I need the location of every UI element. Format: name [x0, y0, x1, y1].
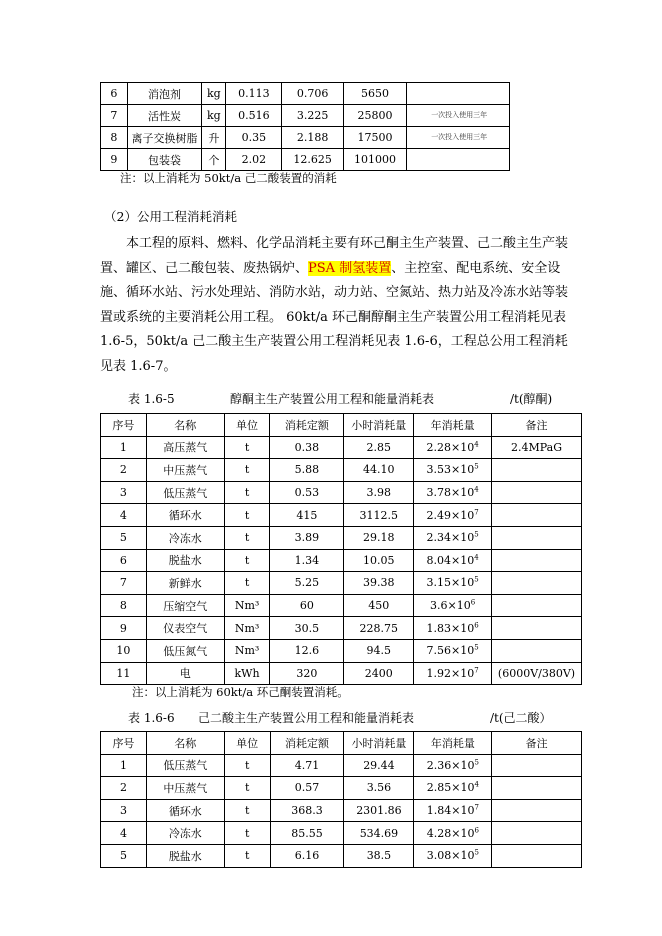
cell-name: 消泡剂 [127, 83, 201, 105]
cell-hourly: 534.69 [344, 822, 414, 845]
para-text-before: 本工程的原料、燃料、化学品消耗主要有环己酮主生产装置、己二酸主生产装置、罐区、己二酸包装、废热锅炉、 [100, 236, 569, 276]
cell-no: 3 [101, 481, 147, 504]
table-row [101, 481, 582, 504]
adipic-acid-utility-table [100, 731, 582, 868]
cell-no: 7 [101, 105, 128, 127]
cell-no: 3 [101, 799, 147, 822]
cell-hourly: 10.05 [344, 549, 414, 572]
cell-remark [492, 572, 582, 595]
cell-name: 活性炭 [127, 105, 201, 127]
cell-hourly: 29.44 [344, 754, 414, 777]
cell-no: 2 [101, 777, 147, 800]
cell-annual [414, 662, 492, 685]
cell-unit: t [224, 754, 270, 777]
cell-no: 8 [101, 594, 147, 617]
column-header: 年消耗量 [414, 414, 492, 437]
cell-rate: 12.6 [270, 639, 344, 662]
table-row [101, 594, 582, 617]
cell-hourly: 3.98 [344, 481, 414, 504]
table6-caption-no: 表 1.6-6 [128, 711, 175, 725]
annual-value: 1.83×10 [426, 621, 475, 635]
annual-value: 4.28×10 [426, 826, 475, 840]
annual-value: 1.92×10 [426, 666, 475, 680]
chemicals-consumption-table [100, 82, 510, 171]
cell-name: 电 [146, 662, 224, 685]
cell-annual: 5650 [343, 83, 406, 105]
cell-annual: 25800 [343, 105, 406, 127]
cell-name: 低压蒸气 [146, 481, 224, 504]
cell-unit: t [224, 572, 270, 595]
cell-unit: 个 [202, 149, 226, 171]
table-row [101, 822, 582, 845]
annual-value: 2.49×10 [426, 508, 475, 522]
cell-annual [414, 844, 492, 867]
cell-unit: t [224, 436, 270, 459]
cell-unit: t [224, 526, 270, 549]
cell-no: 4 [101, 504, 147, 527]
column-header: 备注 [492, 732, 582, 755]
cell-rate: 3.89 [270, 526, 344, 549]
table-row [101, 777, 582, 800]
annual-value: 7.56×10 [426, 644, 475, 658]
cell-rate: 0.38 [270, 436, 344, 459]
cell-hourly: 29.18 [344, 526, 414, 549]
cell-hourly: 450 [344, 594, 414, 617]
column-header: 序号 [101, 414, 147, 437]
annual-exponent: 6 [470, 598, 476, 607]
annual-value: 3.08×10 [426, 849, 475, 863]
cell-remark [492, 754, 582, 777]
cell-hourly: 2301.86 [344, 799, 414, 822]
cell-unit: t [224, 459, 270, 482]
cell-unit: Nm³ [224, 639, 270, 662]
cell-hourly: 44.10 [344, 459, 414, 482]
cell-annual [414, 526, 492, 549]
cell-remark: 一次投入使用三年 [407, 105, 510, 127]
column-header: 单位 [224, 732, 270, 755]
table-row [101, 754, 582, 777]
column-header: 单位 [224, 414, 270, 437]
cell-name: 高压蒸气 [146, 436, 224, 459]
cell-no: 1 [101, 754, 147, 777]
section-paragraph [100, 232, 570, 380]
cell-annual: 17500 [343, 127, 406, 149]
table-row [101, 149, 510, 171]
cell-rate: 5.25 [270, 572, 344, 595]
cell-remark: 2.4MPaG [492, 436, 582, 459]
annual-exponent: 7 [474, 666, 479, 675]
cell-unit: t [224, 822, 270, 845]
cell-rate: 5.88 [270, 459, 344, 482]
cell-annual [414, 549, 492, 572]
cell-no: 9 [101, 149, 128, 171]
cell-remark [492, 617, 582, 640]
annual-exponent: 4 [474, 440, 479, 449]
cell-rate: 4.71 [270, 754, 344, 777]
cell-unit: t [224, 481, 270, 504]
cell-remark [492, 526, 582, 549]
column-header: 小时消耗量 [344, 732, 414, 755]
cell-name: 压缩空气 [146, 594, 224, 617]
table-row [101, 526, 582, 549]
cell-hourly: 3.225 [282, 105, 344, 127]
table-row [101, 662, 582, 685]
cell-annual [414, 799, 492, 822]
cell-name: 仪表空气 [146, 617, 224, 640]
cell-remark [492, 822, 582, 845]
annual-exponent: 5 [474, 575, 479, 584]
annual-value: 2.36×10 [426, 758, 475, 772]
cell-remark: (6000V/380V) [492, 662, 582, 685]
cell-unit: 升 [202, 127, 226, 149]
table-row [101, 572, 582, 595]
cell-hourly: 94.5 [344, 639, 414, 662]
column-header: 名称 [146, 414, 224, 437]
column-header: 年消耗量 [414, 732, 492, 755]
annual-exponent: 5 [474, 643, 479, 652]
cell-rate: 0.53 [270, 481, 344, 504]
cell-remark [492, 844, 582, 867]
cell-name: 中压蒸气 [146, 459, 224, 482]
cell-no: 5 [101, 844, 147, 867]
annual-exponent: 5 [474, 758, 479, 767]
para-text-after: 、主控室、配电系统、安全设施、循环水站、污水处理站、消防水站，动力站、空氮站、热力站及冷冻水站等装置或系统的主要消耗公用工程。 60kt/a 环己酮醇酮主生产装置公用工程消耗见表 1.6-5，50kt/a 己二酸主生产装置公用工程消耗见表 1.6-6，工程总公用工程消耗见表 1.6-7。 [100, 260, 569, 374]
cell-remark [492, 639, 582, 662]
cell-annual [414, 777, 492, 800]
table-row [101, 639, 582, 662]
cell-remark [492, 799, 582, 822]
cell-rate: 0.35 [226, 127, 282, 149]
cell-no: 1 [101, 436, 147, 459]
table5-caption-unit: /t(醇酮) [510, 392, 553, 406]
column-header: 备注 [492, 414, 582, 437]
cell-hourly: 3112.5 [344, 504, 414, 527]
cell-no: 6 [101, 83, 128, 105]
cell-unit: kg [202, 105, 226, 127]
cell-unit: t [224, 777, 270, 800]
cell-rate: 0.113 [226, 83, 282, 105]
cell-remark [492, 777, 582, 800]
cell-remark: 一次投入使用三年 [407, 127, 510, 149]
cell-rate: 368.3 [270, 799, 344, 822]
annual-exponent: 5 [474, 462, 479, 471]
table-row [101, 549, 582, 572]
cell-remark [492, 549, 582, 572]
table5-caption-title: 醇酮主生产装置公用工程和能量消耗表 [230, 392, 435, 406]
annual-value: 3.78×10 [426, 486, 475, 500]
top-table-note: 注：以上消耗为 50kt/a 己二酸装置的消耗 [120, 171, 337, 185]
section-heading: （2）公用工程消耗消耗 [104, 209, 237, 224]
cell-no: 4 [101, 822, 147, 845]
cell-no: 5 [101, 526, 147, 549]
cell-annual [414, 822, 492, 845]
cell-hourly: 2400 [344, 662, 414, 685]
cell-no: 11 [101, 662, 147, 685]
annual-value: 2.34×10 [426, 531, 475, 545]
column-header: 小时消耗量 [344, 414, 414, 437]
highlighted-psa: PSA 制氢装置 [308, 260, 392, 276]
cell-name: 离子交换树脂 [127, 127, 201, 149]
cell-no: 6 [101, 549, 147, 572]
cell-rate: 30.5 [270, 617, 344, 640]
cell-rate: 0.57 [270, 777, 344, 800]
cell-unit: t [224, 504, 270, 527]
column-header: 消耗定额 [270, 414, 344, 437]
cell-name: 循环水 [146, 799, 224, 822]
cell-annual [414, 572, 492, 595]
cell-name: 新鲜水 [146, 572, 224, 595]
table-row [101, 844, 582, 867]
cell-rate: 1.34 [270, 549, 344, 572]
table-row [101, 436, 582, 459]
cell-name: 脱盐水 [146, 844, 224, 867]
annual-exponent: 4 [474, 553, 479, 562]
table-row [101, 459, 582, 482]
cell-no: 7 [101, 572, 147, 595]
cell-no: 9 [101, 617, 147, 640]
column-header: 消耗定额 [270, 732, 344, 755]
table-row [101, 799, 582, 822]
cell-annual [414, 639, 492, 662]
cell-unit: Nm³ [224, 594, 270, 617]
cell-annual: 101000 [343, 149, 406, 171]
cell-no: 10 [101, 639, 147, 662]
annual-exponent: 5 [474, 530, 479, 539]
table6-caption-title: 己二酸主生产装置公用工程和能量消耗表 [198, 711, 415, 725]
cell-name: 冷冻水 [146, 822, 224, 845]
cell-remark [492, 481, 582, 504]
cell-hourly: 228.75 [344, 617, 414, 640]
annual-exponent: 6 [474, 620, 479, 629]
annual-value: 1.84×10 [426, 804, 475, 818]
cell-rate: 60 [270, 594, 344, 617]
cell-annual [414, 504, 492, 527]
cell-annual [414, 754, 492, 777]
cell-hourly: 38.5 [344, 844, 414, 867]
cell-rate: 0.516 [226, 105, 282, 127]
cell-rate: 85.55 [270, 822, 344, 845]
table-row [101, 504, 582, 527]
cell-rate: 320 [270, 662, 344, 685]
cell-remark [492, 504, 582, 527]
cell-rate: 415 [270, 504, 344, 527]
annual-value: 3.6×10 [430, 599, 471, 613]
table6-caption-unit: /t(己二酸） [490, 711, 552, 725]
annual-exponent: 4 [474, 485, 479, 494]
cell-annual [414, 459, 492, 482]
cell-annual [414, 617, 492, 640]
cell-unit: Nm³ [224, 617, 270, 640]
table-row [101, 105, 510, 127]
cell-hourly: 39.38 [344, 572, 414, 595]
alcohol-ketone-utility-table [100, 413, 582, 685]
cell-name: 低压氮气 [146, 639, 224, 662]
table-row [101, 617, 582, 640]
cell-unit: t [224, 799, 270, 822]
cell-rate: 6.16 [270, 844, 344, 867]
cell-name: 脱盐水 [146, 549, 224, 572]
cell-annual [414, 436, 492, 459]
annual-exponent: 6 [474, 826, 479, 835]
cell-no: 8 [101, 127, 128, 149]
cell-name: 循环水 [146, 504, 224, 527]
annual-exponent: 4 [474, 780, 479, 789]
column-header: 名称 [146, 732, 224, 755]
cell-hourly: 3.56 [344, 777, 414, 800]
cell-name: 中压蒸气 [146, 777, 224, 800]
cell-hourly: 2.188 [282, 127, 344, 149]
table5-note: 注：以上消耗为 60kt/a 环己酮装置消耗。 [132, 685, 349, 699]
annual-exponent: 5 [474, 848, 479, 857]
cell-hourly: 2.85 [344, 436, 414, 459]
cell-name: 低压蒸气 [146, 754, 224, 777]
cell-unit: kWh [224, 662, 270, 685]
annual-value: 8.04×10 [426, 553, 475, 567]
column-header: 序号 [101, 732, 147, 755]
cell-rate: 2.02 [226, 149, 282, 171]
annual-value: 2.28×10 [426, 440, 475, 454]
cell-remark [492, 459, 582, 482]
cell-remark [407, 83, 510, 105]
annual-value: 3.15×10 [426, 576, 475, 590]
cell-hourly: 0.706 [282, 83, 344, 105]
cell-name: 冷冻水 [146, 526, 224, 549]
annual-value: 2.85×10 [426, 781, 475, 795]
annual-exponent: 7 [474, 508, 479, 517]
annual-value: 3.53×10 [426, 463, 475, 477]
cell-unit: kg [202, 83, 226, 105]
cell-hourly: 12.625 [282, 149, 344, 171]
cell-remark [407, 149, 510, 171]
table5-caption-no: 表 1.6-5 [128, 392, 175, 406]
table-row [101, 127, 510, 149]
cell-annual [414, 481, 492, 504]
cell-name: 包装袋 [127, 149, 201, 171]
cell-no: 2 [101, 459, 147, 482]
cell-unit: t [224, 844, 270, 867]
annual-exponent: 7 [474, 803, 479, 812]
cell-remark [492, 594, 582, 617]
table-row [101, 83, 510, 105]
cell-unit: t [224, 549, 270, 572]
cell-annual [414, 594, 492, 617]
